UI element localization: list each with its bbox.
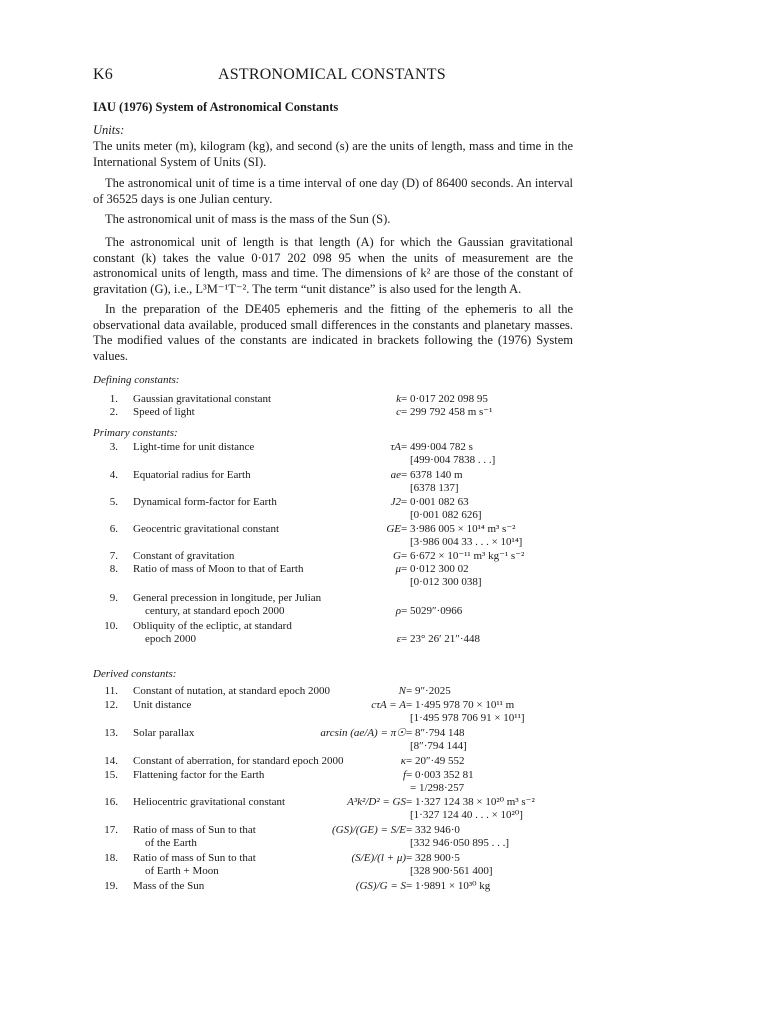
constant-name: Geocentric gravitational constant bbox=[133, 523, 279, 535]
constant-name-continued: epoch 2000 bbox=[145, 633, 197, 645]
constant-number: 13. bbox=[104, 727, 118, 739]
constant-name: General precession in longitude, per Julian bbox=[133, 592, 322, 604]
constant-name: Ratio of mass of Sun to that bbox=[133, 852, 256, 864]
constant-symbol: k bbox=[396, 393, 401, 405]
constant-symbol: ε bbox=[396, 633, 401, 645]
constant-row bbox=[93, 852, 573, 877]
constant-name: Constant of aberration, for standard epoch 2000 bbox=[133, 755, 344, 767]
constant-revised-value: [3·986 004 33 . . . × 10¹⁴] bbox=[410, 536, 523, 548]
constant-revised-value: [0·001 082 626] bbox=[410, 509, 482, 521]
constant-value: = 328 900·5 bbox=[406, 852, 460, 864]
constant-number: 9. bbox=[109, 592, 118, 604]
constant-name: Constant of nutation, at standard epoch 2000 bbox=[133, 685, 331, 697]
paragraph-units: The units meter (m), kilogram (kg), and second (s) are the units of length, mass and time in the International System of Units (SI). bbox=[93, 139, 573, 169]
constant-revised-value: [8″·794 144] bbox=[410, 740, 467, 752]
constant-revised-value: [6378 137] bbox=[410, 482, 459, 494]
constant-revised-value: [1·327 124 40 . . . × 10²⁰] bbox=[410, 809, 523, 821]
constant-name: Mass of the Sun bbox=[133, 880, 205, 892]
constant-value: = 1·9891 × 10³⁰ kg bbox=[406, 880, 491, 892]
constant-value: = 0·012 300 02 bbox=[401, 563, 469, 575]
constant-number: 1. bbox=[109, 393, 118, 405]
constant-symbol: G bbox=[393, 550, 401, 562]
constant-symbol: (GS)/(GE) = S/E bbox=[331, 824, 406, 836]
constant-symbol: c bbox=[396, 406, 401, 418]
constant-number: 2. bbox=[109, 406, 118, 418]
constant-value: = 6·672 × 10⁻¹¹ m³ kg⁻¹ s⁻² bbox=[401, 550, 525, 562]
constant-value: = 8″·794 148 bbox=[406, 727, 465, 739]
constant-number: 4. bbox=[109, 469, 118, 481]
constant-value: = 20″·49 552 bbox=[406, 755, 465, 767]
page-number: K6 bbox=[93, 66, 113, 83]
constant-symbol: μ bbox=[395, 563, 401, 575]
constant-name: Light-time for unit distance bbox=[133, 441, 255, 453]
constant-revised-value: = 1/298·257 bbox=[410, 782, 465, 794]
constant-name: Heliocentric gravitational constant bbox=[133, 796, 286, 808]
constant-row bbox=[93, 406, 573, 419]
constant-revised-value: [499·004 7838 . . .] bbox=[410, 454, 496, 466]
constant-row bbox=[93, 727, 573, 752]
constant-number: 10. bbox=[104, 620, 118, 632]
constant-number: 8. bbox=[109, 563, 118, 575]
constant-value: = 5029″·0966 bbox=[401, 605, 463, 617]
constant-symbol: ae bbox=[390, 469, 401, 481]
constant-symbol: κ bbox=[400, 755, 406, 767]
constant-number: 17. bbox=[104, 824, 118, 836]
constant-revised-value: [0·012 300 038] bbox=[410, 576, 482, 588]
constant-value: = 3·986 005 × 10¹⁴ m³ s⁻² bbox=[401, 523, 516, 535]
constant-value: = 9″·2025 bbox=[406, 685, 451, 697]
constant-symbol: τA bbox=[390, 441, 401, 453]
constant-number: 11. bbox=[104, 685, 118, 697]
constant-symbol: cτA = A bbox=[371, 699, 406, 711]
constant-row bbox=[93, 469, 573, 494]
constant-name-continued: of Earth + Moon bbox=[145, 865, 219, 877]
constant-name: Ratio of mass of Sun to that bbox=[133, 824, 256, 836]
constant-row bbox=[93, 769, 573, 794]
constant-row bbox=[93, 523, 573, 548]
constant-row bbox=[93, 563, 573, 588]
constant-symbol: arcsin (ae/A) = π☉ bbox=[320, 727, 406, 739]
constant-value: = 23° 26′ 21″·448 bbox=[401, 633, 481, 645]
constant-row bbox=[93, 755, 573, 768]
constant-number: 3. bbox=[109, 441, 118, 453]
group-label-defining: Defining constants: bbox=[93, 374, 180, 386]
constant-row bbox=[93, 496, 573, 521]
constant-row bbox=[93, 592, 573, 617]
constant-number: 15. bbox=[104, 769, 118, 781]
constant-row bbox=[93, 699, 573, 724]
group-label-primary: Primary constants: bbox=[93, 427, 178, 439]
constant-number: 14. bbox=[104, 755, 118, 767]
constant-value: = 332 946·0 bbox=[406, 824, 460, 836]
constant-number: 16. bbox=[104, 796, 118, 808]
units-label: Units: bbox=[93, 123, 125, 137]
constant-row bbox=[93, 441, 573, 466]
paragraph-mass: The astronomical unit of mass is the mass of the Sun (S). bbox=[105, 212, 391, 226]
constant-row bbox=[93, 824, 573, 849]
constant-row bbox=[93, 393, 573, 406]
constant-name: Obliquity of the ecliptic, at standard bbox=[133, 620, 292, 632]
constant-symbol: f bbox=[402, 769, 406, 781]
constant-revised-value: [1·495 978 706 91 × 10¹¹] bbox=[410, 712, 525, 724]
constant-name: Constant of gravitation bbox=[133, 550, 235, 562]
constant-name: Speed of light bbox=[133, 406, 195, 418]
constant-value: = 6378 140 m bbox=[401, 469, 463, 481]
constant-number: 7. bbox=[109, 550, 118, 562]
constant-value: = 1·495 978 70 × 10¹¹ m bbox=[406, 699, 515, 711]
constant-symbol: ρ bbox=[395, 605, 401, 617]
constant-value: = 499·004 782 s bbox=[401, 441, 473, 453]
constant-row bbox=[93, 550, 573, 563]
constant-name: Solar parallax bbox=[133, 727, 195, 739]
constant-name: Ratio of mass of Moon to that of Earth bbox=[133, 563, 304, 575]
constant-value: = 0·017 202 098 95 bbox=[401, 393, 488, 405]
constant-name-continued: century, at standard epoch 2000 bbox=[145, 605, 285, 617]
constant-number: 12. bbox=[104, 699, 118, 711]
constant-value: = 299 792 458 m s⁻¹ bbox=[401, 406, 493, 418]
constant-revised-value: [328 900·561 400] bbox=[410, 865, 493, 877]
constant-name: Unit distance bbox=[133, 699, 192, 711]
constant-value: = 0·001 082 63 bbox=[401, 496, 469, 508]
constant-row bbox=[93, 880, 573, 893]
constant-row bbox=[93, 620, 573, 645]
constant-value: = 1·327 124 38 × 10²⁰ m³ s⁻² bbox=[406, 796, 535, 808]
constant-number: 5. bbox=[109, 496, 118, 508]
constant-symbol: GE bbox=[386, 523, 401, 535]
running-title: ASTRONOMICAL CONSTANTS bbox=[218, 66, 446, 83]
constant-symbol: (S/E)/(l + μ) bbox=[351, 852, 406, 864]
constant-name-continued: of the Earth bbox=[145, 837, 197, 849]
paragraph-length: The astronomical unit of length is that length (A) for which the Gaussian gravitational constant (k) takes the value 0·017 202 098 95 when the units of measurement are the astronomical units of length, mass and time. The dimensions of k² are those of the constant of gravitation (G), i.e., L³M⁻¹T⁻². The term “unit distance” is also used for the length A. bbox=[93, 235, 573, 296]
paragraph-time: The astronomical unit of time is a time interval of one day (D) of 86400 seconds. An interval of 36525 days is one Julian century. bbox=[93, 176, 573, 206]
constant-revised-value: [332 946·050 895 . . .] bbox=[410, 837, 509, 849]
constant-number: 19. bbox=[104, 880, 118, 892]
constant-number: 18. bbox=[104, 852, 118, 864]
constant-name: Dynamical form-factor for Earth bbox=[133, 496, 277, 508]
constant-symbol: A³k²/D² = GS bbox=[347, 796, 406, 808]
constant-row bbox=[93, 796, 573, 821]
constant-value: = 0·003 352 81 bbox=[406, 769, 474, 781]
constant-name: Equatorial radius for Earth bbox=[133, 469, 251, 481]
constant-symbol: J2 bbox=[390, 496, 401, 508]
section-title: IAU (1976) System of Astronomical Constants bbox=[93, 100, 339, 114]
constant-row bbox=[93, 685, 573, 698]
paragraph-de405: In the preparation of the DE405 ephemeris and the fitting of the ephemeris to all the observational data available, produced small differences in the constants and planetary masses. The modified values of the constants are indicated in brackets following the (1976) System values. bbox=[93, 302, 573, 363]
constant-symbol: (GS)/G = S bbox=[355, 880, 406, 892]
constant-number: 6. bbox=[109, 523, 118, 535]
constant-name: Gaussian gravitational constant bbox=[133, 393, 272, 405]
constant-name: Flattening factor for the Earth bbox=[133, 769, 265, 781]
constant-symbol: N bbox=[398, 685, 406, 697]
group-label-derived: Derived constants: bbox=[93, 668, 177, 680]
